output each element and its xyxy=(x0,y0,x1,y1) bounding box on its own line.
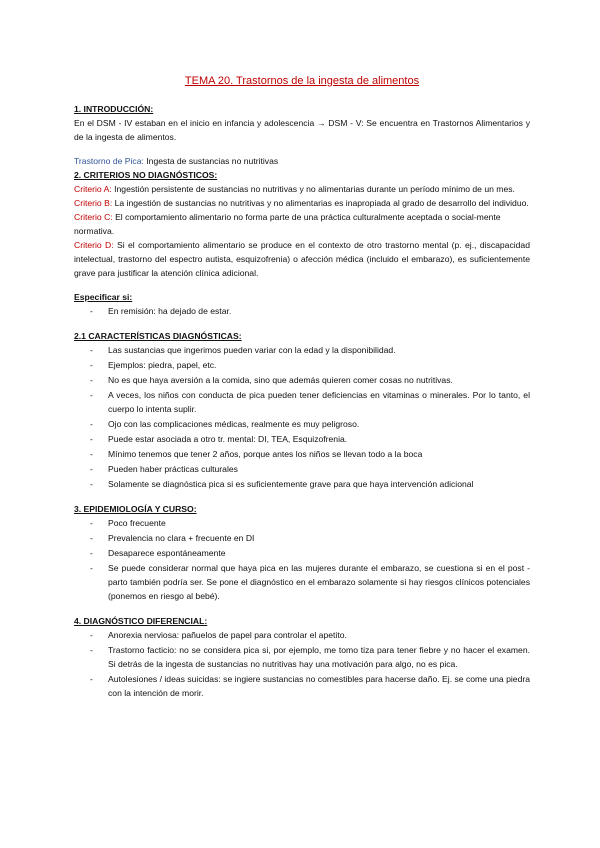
list-item: - A veces, los niños con conducta de pica pueden tener deficiencias en vitaminas o minerales. Por lo tanto, el cuerpo lo intenta suplir. xyxy=(74,388,530,416)
especificar-heading: Especificar si: xyxy=(74,292,133,302)
list-item: - Desaparece espontáneamente xyxy=(74,546,530,560)
criterio-d-label: Criterio D: xyxy=(74,240,114,250)
criterio-c-text: El comportamiento alimentario no forma parte de una práctica culturalmente aceptada o social-mente normativa. xyxy=(74,212,501,236)
pica-text: Ingesta de sustancias no nutritivas xyxy=(143,156,279,166)
document-title: TEMA 20. Trastornos de la ingesta de alimentos xyxy=(184,75,420,87)
section-introduccion-text: En el DSM - IV estaban en el inicio en infancia y adolescencia → DSM - V: Se encuentra en Trastornos Alimentarios y de la ingesta de alimentos. xyxy=(74,118,530,142)
list-item: - No es que haya aversión a la comida, sino que además quieren comer cosas no nutritivas. xyxy=(74,373,530,387)
section-diagnostico-diferencial-heading: 4. DIAGNÓSTICO DIFERENCIAL: xyxy=(74,616,208,626)
criterio-a-text: Ingestión persistente de sustancias no nutritivas y no alimentarias durante un período mínimo de un mes. xyxy=(111,184,515,194)
list-item: - Puede estar asociada a otro tr. mental: DI, TEA, Esquizofrenia. xyxy=(74,432,530,446)
criterio-b-text: La ingestión de sustancias no nutritivas y no alimentarias es inapropiada al grado de desarrollo del individuo. xyxy=(112,198,529,208)
criterio-a xyxy=(74,182,530,196)
list-item: - Prevalencia no clara + frecuente en DI xyxy=(74,531,530,545)
list-item: - Mínimo tenemos que tener 2 años, porque antes los niños se llevan todo a la boca xyxy=(74,447,530,461)
list-item: - Anorexia nerviosa: pañuelos de papel para controlar el apetito. xyxy=(74,628,530,642)
criterio-b-label: Criterio B: xyxy=(74,198,113,208)
pica-definition xyxy=(74,154,530,168)
list-item: - Las sustancias que ingerimos pueden variar con la edad y la disponibilidad. xyxy=(74,343,530,357)
section-criterios-heading: 2. CRITERIOS NO DIAGNÓSTICOS: xyxy=(74,170,218,180)
list-item: - Se puede considerar normal que haya pica en las mujeres durante el embarazo, se cuestiona si en el post - parto también podría ser. Se pone el diagnóstico en el embarazo solamente si hay riesgos clínicos potenciales (ponemos en riesgo al bebé). xyxy=(74,561,530,603)
especificar-list xyxy=(74,304,530,318)
list-item: - Poco frecuente xyxy=(74,516,530,530)
epidemiologia-list xyxy=(74,516,530,603)
list-item: - Trastorno facticio: no se considera pica si, por ejemplo, me tomo tiza para tener fiebre y no hacer el examen. Si detrás de la ingesta de sustancias no nutritivas hay una motivación para algo, no es pica. xyxy=(74,643,530,671)
list-item: - Ojo con las complicaciones médicas, realmente es muy peligroso. xyxy=(74,417,530,431)
list-item: - Ejemplos: piedra, papel, etc. xyxy=(74,358,530,372)
criterio-d xyxy=(74,238,530,280)
list-item: - En remisión: ha dejado de estar. xyxy=(74,304,530,318)
criterio-d-text: Si el comportamiento alimentario se produce en el contexto de otro trastorno mental (p. ej., discapacidad intelectual, trastorno del espectro autista, esquizofrenia) o afección médica (incluido el embarazo), es suficientemente grave para justificar la atención clínica adicional. xyxy=(74,240,530,278)
criterio-b xyxy=(74,196,530,210)
diagnostico-diferencial-list xyxy=(74,628,530,700)
list-item: - Pueden haber prácticas culturales xyxy=(74,462,530,476)
pica-label: Trastorno de Pica: xyxy=(74,156,144,166)
caracteristicas-list xyxy=(74,343,530,491)
section-introduccion-heading: 1. INTRODUCCIÓN: xyxy=(74,104,154,114)
section-epidemiologia-heading: 3. EPIDEMIOLOGÍA Y CURSO: xyxy=(74,504,197,514)
section-caracteristicas-heading: 2.1 CARACTERÍSTICAS DIAGNÓSTICAS: xyxy=(74,331,242,341)
document-page xyxy=(74,74,530,701)
list-item: - Solamente se diagnóstica pica si es suficientemente grave para que haya intervención adicional xyxy=(74,477,530,491)
criterio-c xyxy=(74,210,530,238)
criterio-c-label: Criterio C: xyxy=(74,212,113,222)
list-item: - Autolesiones / ideas suicidas: se ingiere sustancias no comestibles para hacerse daño. Ej. se come una piedra con la intención de morir. xyxy=(74,672,530,700)
criterio-a-label: Criterio A: xyxy=(74,184,112,194)
